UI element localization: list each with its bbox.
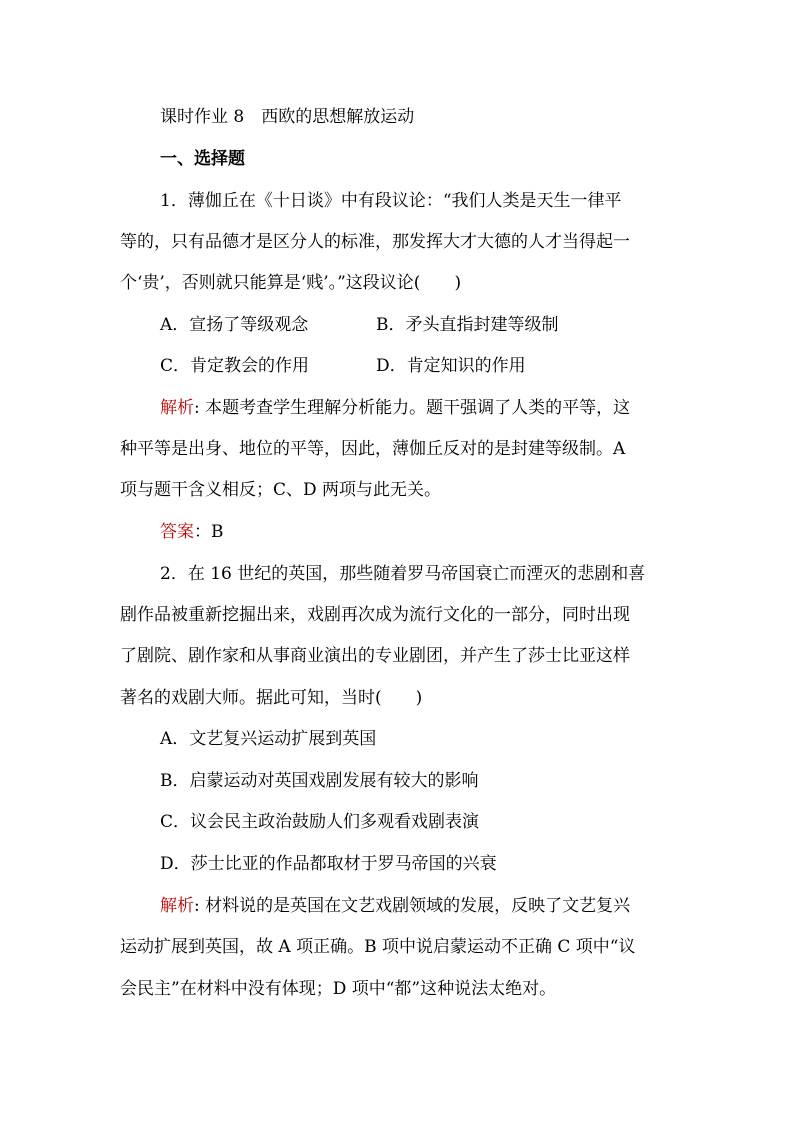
q1-analysis-line-3: 项与题干含义相反；C、D 两项与此无关。 (120, 480, 442, 500)
q1-answer-label: 答案 (160, 522, 194, 542)
q2-analysis-line-2: 运动扩展到英国，故 A 项正确。B 项中说启蒙运动不正确 C 项中“议 (120, 937, 636, 957)
q1-option-a: A．宣扬了等级观念 (160, 315, 309, 335)
q1-option-d: D．肯定知识的作用 (376, 356, 526, 376)
q2-option-a: A．文艺复兴运动扩展到英国 (160, 729, 377, 749)
q2-text-line-4: 著名的戏剧大师。据此可知，当时( ) (120, 688, 423, 708)
q1-analysis-text-1: : 本题考查学生理解分析能力。题干强调了人类的平等，这 (194, 398, 631, 418)
q1-analysis-label: 解析 (160, 398, 194, 418)
q2-option-b: B．启蒙运动对英国戏剧发展有较大的影响 (160, 771, 479, 791)
q1-answer (160, 521, 224, 543)
q2-analysis-line-1 (160, 895, 630, 917)
q2-text-line-2: 剧作品被重新挖掘出来，戏剧再次成为流行文化的一部分，同时出现 (120, 605, 630, 625)
q1-option-c: C．肯定教会的作用 (160, 356, 310, 376)
q1-text-line-3: 个‘贵’，否则就只能算是‘贱’。”这段议论( ) (120, 273, 462, 293)
q1-analysis-line-2: 种平等是出身、地位的平等，因此，薄伽丘反对的是封建等级制。A (120, 439, 626, 459)
q2-text-line-1: 2．在 16 世纪的英国，那些随着罗马帝国衰亡而湮灭的悲剧和喜 (160, 564, 646, 584)
q2-option-d: D．莎士比亚的作品都取材于罗马帝国的兴衰 (160, 854, 497, 874)
q2-text-line-3: 了剧院、剧作家和从事商业演出的专业剧团，并产生了莎士比亚这样 (120, 646, 630, 666)
q2-analysis-text-1: : 材料说的是英国在文艺戏剧领域的发展，反映了文艺复兴 (194, 896, 631, 916)
q1-option-b: B．矛头直指封建等级制 (376, 315, 559, 335)
q1-analysis-line-1 (160, 397, 630, 419)
section-heading: 一、选择题 (160, 149, 245, 169)
q2-analysis-line-3: 会民主”在材料中没有体现；D 项中“都”这种说法太绝对。 (120, 979, 557, 999)
page-title: 课时作业 8 西欧的思想解放运动 (160, 107, 415, 127)
q1-text-line-2: 等的，只有品德才是区分人的标准，那发挥大才大德的人才当得起一 (120, 232, 630, 252)
q2-option-c: C．议会民主政治鼓励人们多观看戏剧表演 (160, 812, 480, 832)
q1-text-line-1: 1．薄伽丘在《十日谈》中有段议论：“我们人类是天生一律平 (160, 191, 622, 211)
q1-answer-value: ：B (194, 522, 224, 542)
q2-analysis-label: 解析 (160, 896, 194, 916)
